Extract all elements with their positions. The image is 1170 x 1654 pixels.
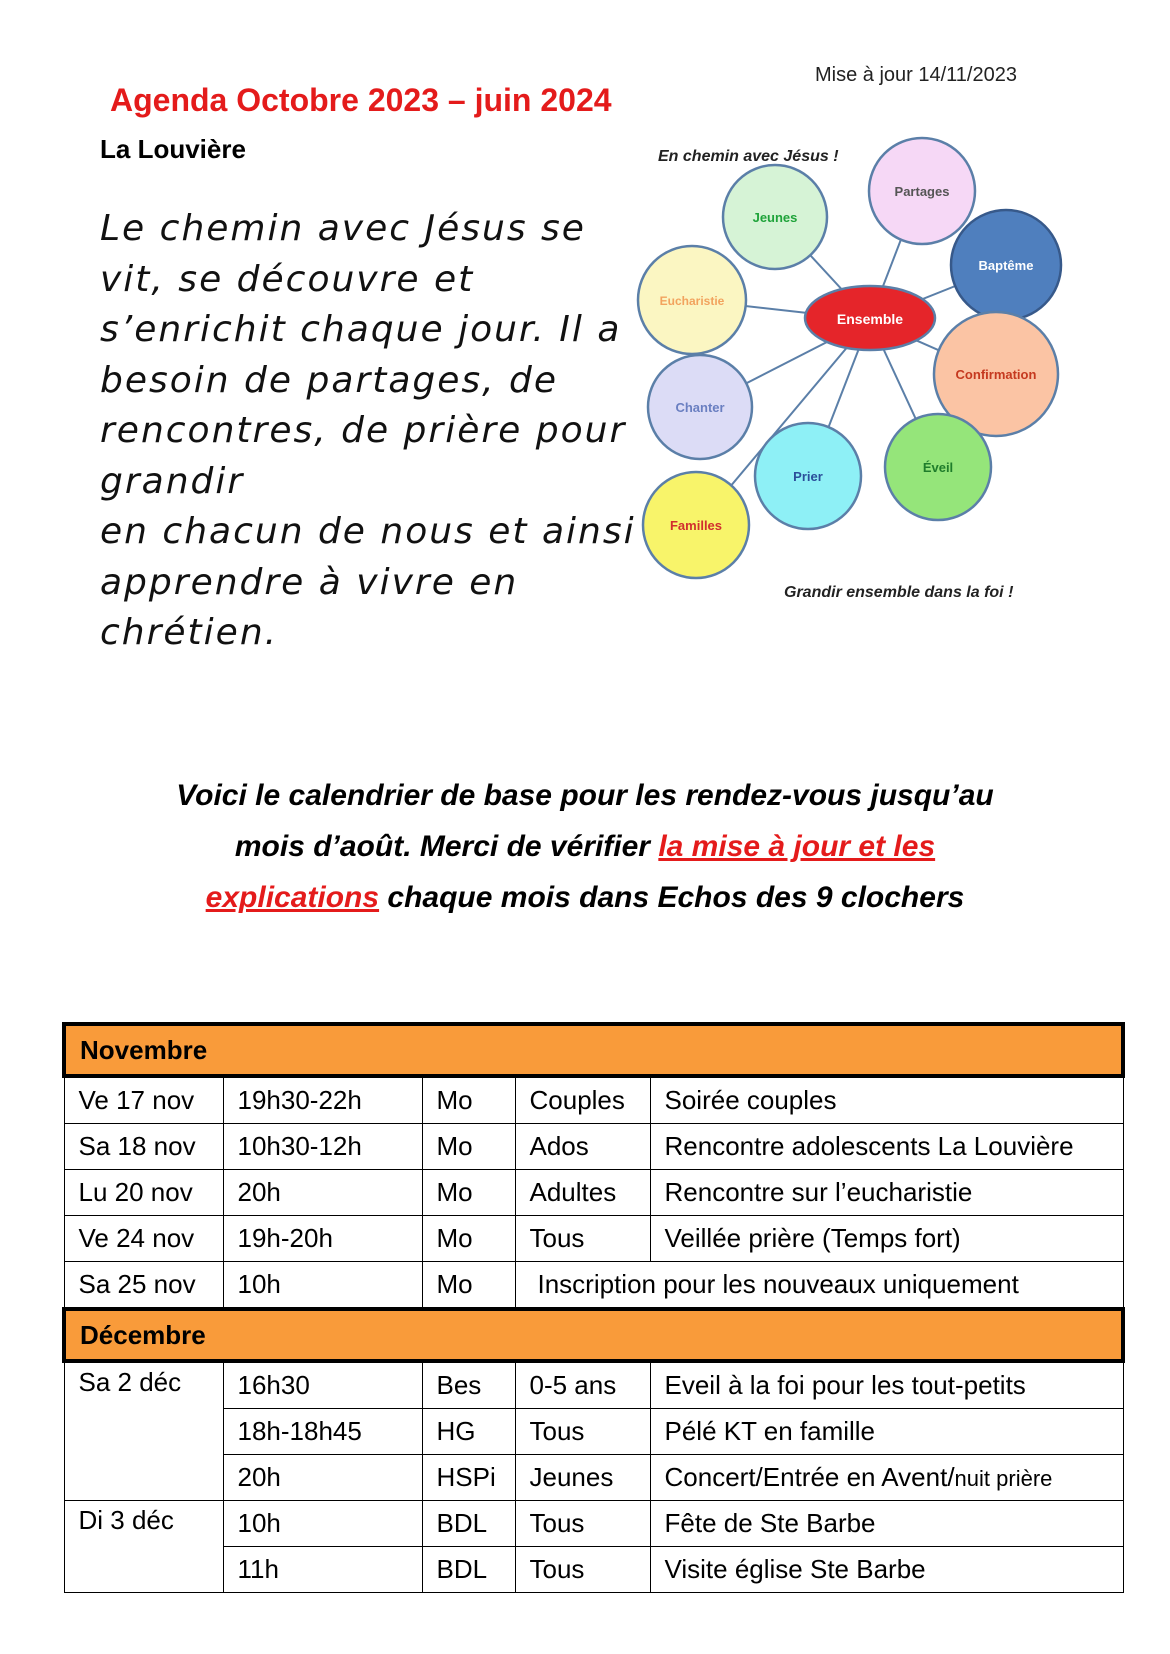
node-ensemble — [805, 286, 935, 350]
place-cell: Mo — [422, 1170, 515, 1216]
svg-text:Prier: Prier — [793, 469, 823, 484]
faith-diagram — [658, 145, 1130, 650]
table-row — [64, 1262, 1123, 1310]
date-cell: Lu 20 nov — [64, 1170, 223, 1216]
table-row — [64, 1547, 1123, 1593]
place-cell: Mo — [422, 1216, 515, 1262]
place-cell: BDL — [422, 1501, 515, 1547]
description-cell: Rencontre adolescents La Louvière — [650, 1124, 1123, 1170]
description-cell: Inscription pour les nouveaux uniquement — [515, 1262, 1123, 1310]
node-eucharistie — [638, 246, 746, 354]
svg-text:Éveil: Éveil — [922, 460, 954, 475]
intro-text: mois d’août. Merci de vérifier — [234, 830, 659, 863]
table-row — [64, 1409, 1123, 1455]
table-row — [64, 1361, 1123, 1409]
month-title: Décembre — [64, 1309, 1123, 1361]
table-row — [64, 1124, 1123, 1170]
date-cell: Ve 24 nov — [64, 1216, 223, 1262]
description-text: Concert/Entrée en Avent/ — [664, 1462, 955, 1492]
description-cell: Pélé KT en famille — [650, 1409, 1123, 1455]
node-jeunes — [723, 165, 827, 269]
node-bapteme — [951, 210, 1061, 320]
city-name: La Louvière — [100, 134, 246, 164]
agenda-table — [62, 1022, 1125, 1593]
node-chanter — [648, 355, 752, 459]
time-cell: 10h — [223, 1501, 422, 1547]
svg-text:Baptême: Baptême — [978, 258, 1034, 273]
quote-line: grandir — [100, 460, 245, 502]
description-cell: Eveil à la foi pour les tout-petits — [650, 1361, 1123, 1409]
time-cell: 20h — [223, 1455, 422, 1501]
diagram-top-caption: En chemin avec Jésus ! — [658, 148, 839, 165]
date-cell: Sa 18 nov — [64, 1124, 223, 1170]
place-cell: Bes — [422, 1361, 515, 1409]
table-row — [64, 1216, 1123, 1262]
place-cell: Mo — [422, 1076, 515, 1124]
audience-cell: Tous — [515, 1409, 650, 1455]
node-partages — [869, 138, 975, 244]
time-cell: 10h30-12h — [223, 1124, 422, 1170]
quote-line: Le chemin avec Jésus se — [100, 208, 586, 249]
table-row — [64, 1501, 1123, 1547]
quote-line: apprendre à vivre en — [100, 561, 519, 603]
audience-cell: Tous — [515, 1501, 650, 1547]
quote-line: en chacun de nous et ainsi — [100, 511, 636, 552]
time-cell: 20h — [223, 1170, 422, 1216]
svg-text:Chanter: Chanter — [675, 400, 725, 415]
update-date: Mise à jour 14/11/2023 — [815, 64, 1017, 86]
update-link[interactable]: la mise à jour et les — [658, 830, 936, 863]
month-title: Novembre — [64, 1024, 1123, 1076]
table-row — [64, 1170, 1123, 1216]
date-cell: Ve 17 nov — [64, 1076, 223, 1124]
description-cell: Soirée couples — [650, 1076, 1123, 1124]
month-header-november — [64, 1024, 1123, 1076]
svg-text:Familles: Familles — [669, 518, 723, 533]
time-cell: 11h — [223, 1547, 422, 1593]
quote-line: vit, se découvre et — [100, 258, 475, 300]
time-cell: 16h30 — [223, 1361, 422, 1409]
place-cell: BDL — [422, 1547, 515, 1593]
node-prier — [755, 423, 861, 529]
date-cell: Di 3 déc — [64, 1501, 223, 1593]
intro-line-3 — [60, 872, 1110, 923]
page-title: Agenda Octobre 2023 – juin 2024 — [110, 82, 612, 118]
time-cell: 19h-20h — [223, 1216, 422, 1262]
quote-line: besoin de partages, de — [100, 359, 559, 401]
audience-cell: 0-5 ans — [515, 1361, 650, 1409]
intro-line-1: Voici le calendrier de base pour les rendez-vous jusqu’au — [176, 779, 994, 812]
place-cell: Mo — [422, 1124, 515, 1170]
table-row — [64, 1076, 1123, 1124]
audience-cell: Couples — [515, 1076, 650, 1124]
time-cell: 10h — [223, 1262, 422, 1310]
place-cell: Mo — [422, 1262, 515, 1310]
time-cell: 18h-18h45 — [223, 1409, 422, 1455]
audience-cell: Tous — [515, 1216, 650, 1262]
quote-line: chrétien. — [100, 612, 279, 653]
explanations-link[interactable]: explications — [205, 881, 380, 914]
node-familles — [643, 472, 749, 578]
intro-paragraph — [60, 770, 1110, 923]
node-eveil — [885, 414, 991, 520]
description-cell: Veillée prière (Temps fort) — [650, 1216, 1123, 1262]
svg-text:Ensemble: Ensemble — [836, 311, 904, 327]
svg-text:Confirmation: Confirmation — [955, 367, 1037, 382]
description-cell: Rencontre sur l’eucharistie — [650, 1170, 1123, 1216]
svg-text:Partages: Partages — [894, 184, 950, 199]
description-cell: Fête de Ste Barbe — [650, 1501, 1123, 1547]
audience-cell: Adultes — [515, 1170, 650, 1216]
time-cell: 19h30-22h — [223, 1076, 422, 1124]
svg-text:Eucharistie: Eucharistie — [659, 294, 725, 308]
svg-text:Jeunes: Jeunes — [752, 210, 798, 225]
description-cell — [650, 1455, 1123, 1501]
diagram-bottom-caption: Grandir ensemble dans la foi ! — [784, 584, 1014, 601]
place-cell: HSPi — [422, 1455, 515, 1501]
place-cell: HG — [422, 1409, 515, 1455]
intro-quote — [100, 204, 660, 659]
intro-line-2 — [60, 821, 1110, 872]
intro-text: chaque mois dans Echos des 9 clochers — [379, 881, 965, 914]
description-cell: Visite église Ste Barbe — [650, 1547, 1123, 1593]
audience-cell: Ados — [515, 1124, 650, 1170]
table-row — [64, 1455, 1123, 1501]
description-small-text: nuit prière — [954, 1466, 1053, 1491]
date-cell: Sa 25 nov — [64, 1262, 223, 1310]
month-header-december — [64, 1309, 1123, 1361]
audience-cell: Jeunes — [515, 1455, 650, 1501]
date-cell: Sa 2 déc — [64, 1361, 223, 1501]
quote-line: s’enrichit chaque jour. Il a — [100, 309, 622, 350]
quote-line: rencontres, de prière pour — [100, 410, 627, 451]
audience-cell: Tous — [515, 1547, 650, 1593]
